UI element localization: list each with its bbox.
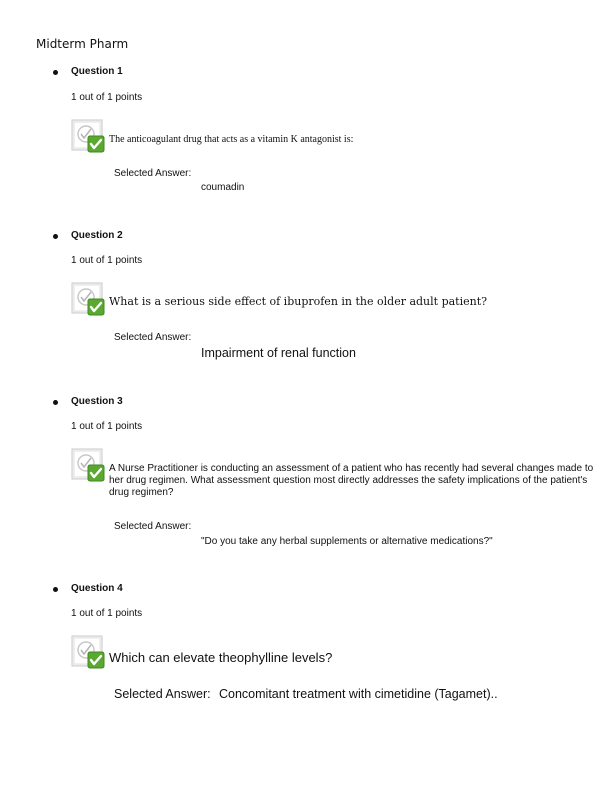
correct-check-icon <box>71 635 105 669</box>
question-1-selected-label: Selected Answer: <box>114 168 192 179</box>
question-2-selected-label: Selected Answer: <box>114 332 192 343</box>
bullet <box>53 70 58 75</box>
correct-check-icon <box>71 448 105 482</box>
question-2-answer: Impairment of renal function <box>201 346 356 360</box>
question-3-selected-label: Selected Answer: <box>114 521 192 532</box>
question-1-label: Question 1 <box>71 66 123 77</box>
question-1-points: 1 out of 1 points <box>71 92 143 103</box>
correct-check-icon <box>71 282 105 316</box>
document-title: Midterm Pharm <box>36 37 129 51</box>
question-4-text: Which can elevate theophylline levels? <box>109 650 333 665</box>
bullet <box>53 587 58 592</box>
question-2-points: 1 out of 1 points <box>71 255 143 266</box>
question-4-points: 1 out of 1 points <box>71 608 143 619</box>
question-1-answer: coumadin <box>201 182 245 193</box>
question-4-answer: Concomitant treatment with cimetidine (Tagamet).. <box>219 687 498 701</box>
question-2-label: Question 2 <box>71 230 123 241</box>
question-3-points: 1 out of 1 points <box>71 421 143 432</box>
question-2-text: What is a serious side effect of ibuprofen in the older adult patient? <box>109 295 488 308</box>
bullet <box>53 234 58 239</box>
correct-check-icon <box>71 119 105 153</box>
question-4-label: Question 4 <box>71 583 123 594</box>
question-3-answer: "Do you take any herbal supplements or alternative medications?" <box>201 536 493 547</box>
question-3-label: Question 3 <box>71 396 123 407</box>
question-1-text: The anticoagulant drug that acts as a vitamin K antagonist is: <box>109 134 354 145</box>
question-3-text: A Nurse Practitioner is conducting an assessment of a patient who has recently had several changes made to her drug regimen. What assessment question most directly addresses the safety implications of the patient's drug regimen? <box>109 463 594 498</box>
question-4-selected-label: Selected Answer: <box>114 687 211 701</box>
bullet <box>53 400 58 405</box>
